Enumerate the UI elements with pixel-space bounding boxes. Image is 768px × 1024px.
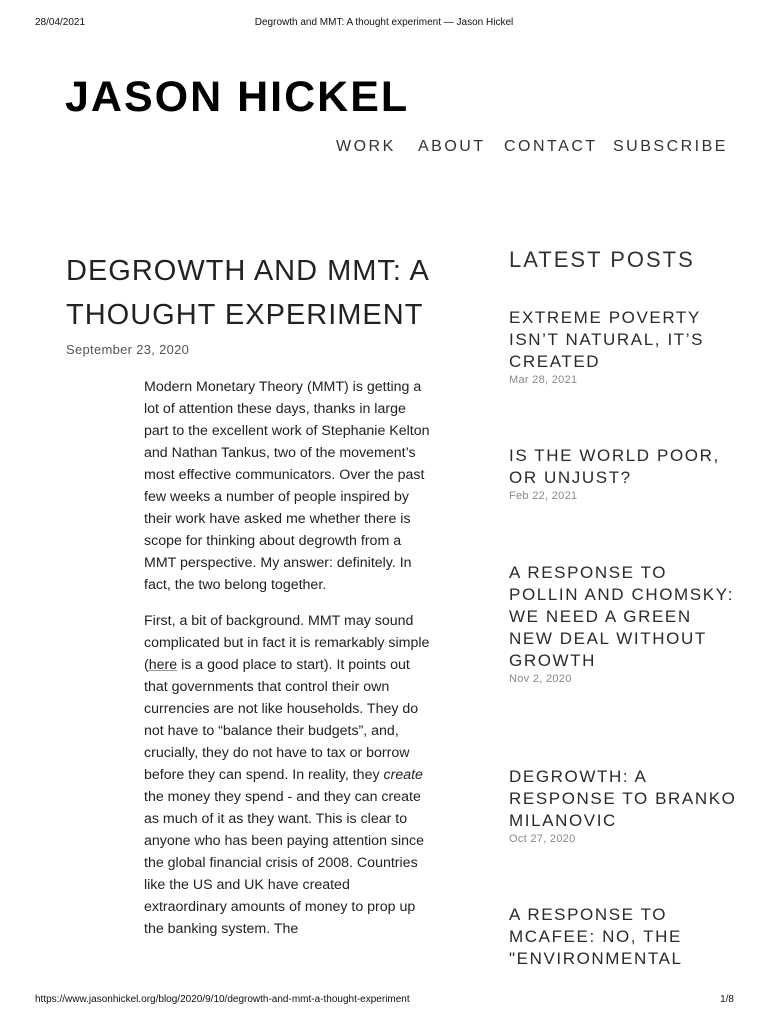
post-title-line1: DEGROWTH AND MMT: A	[66, 255, 430, 287]
latest-post-date: Feb 22, 2021	[509, 490, 578, 502]
latest-post-link[interactable]: IS THE WORLD POOR, OR UNJUST?	[509, 446, 720, 487]
p2-text-c: the money they spend - and they can create as much of it as they want. This is clear to anyone who has been paying attention since the global financial crisis of 2008. Countries like the US and UK have created extraordinary amounts of money to prop up the banking system. The	[144, 789, 425, 937]
p2-emphasis: create	[383, 767, 423, 783]
here-link[interactable]: here	[148, 657, 178, 673]
post-date: September 23, 2020	[66, 342, 190, 357]
latest-posts-heading: LATEST POSTS	[509, 247, 695, 272]
latest-post-link[interactable]: EXTREME POVERTY ISN’T NATURAL, IT’S CREATED	[509, 308, 705, 371]
latest-post-item	[509, 562, 739, 685]
nav-work[interactable]: WORK	[336, 138, 396, 155]
post-body	[144, 376, 434, 986]
latest-post-item	[509, 307, 739, 386]
latest-post-item	[509, 445, 739, 502]
print-url: https://www.jasonhickel.org/blog/2020/9/10/degrowth-and-mmt-a-thought-experiment	[35, 994, 410, 1005]
p2-text-b: is a good place to start). It points out that governments that control their own currencies are not like households. They do not have to “balance their budgets”, and, crucially, they do not have to tax or borrow before they can spend. In reality, they	[144, 657, 419, 783]
print-page-title: Degrowth and MMT: A thought experiment — Jason Hickel	[254, 17, 514, 28]
print-page-number: 1/8	[720, 994, 734, 1005]
latest-post-item	[509, 766, 739, 845]
latest-post-date: Nov 2, 2020	[509, 673, 572, 685]
print-date: 28/04/2021	[35, 17, 86, 28]
post-paragraph-2	[144, 610, 434, 940]
post-paragraph-1: Modern Monetary Theory (MMT) is getting a lot of attention these days, thanks in large part to the excellent work of Stephanie Kelton and Nathan Tankus, two of the movement’s most effective communicators. Over the past few weeks a number of people inspired by their work have asked me whether there is scope for thinking about degrowth from a MMT perspective. My answer: definitely. In fact, the two belong together.	[144, 379, 430, 593]
nav-about[interactable]: ABOUT	[418, 138, 486, 155]
print-header	[0, 17, 768, 31]
latest-post-date: Oct 27, 2020	[509, 833, 576, 845]
latest-post-link[interactable]: A RESPONSE TO POLLIN AND CHOMSKY: WE NEED A GREEN NEW DEAL WITHOUT GROWTH	[509, 563, 735, 670]
print-footer	[0, 994, 768, 1008]
nav-subscribe[interactable]: SUBSCRIBE	[613, 138, 728, 155]
latest-post-link[interactable]: DEGROWTH: A RESPONSE TO BRANKO MILANOVIC	[509, 767, 737, 830]
latest-post-item	[509, 904, 739, 970]
latest-post-link[interactable]: A RESPONSE TO MCAFEE: NO, THE "ENVIRONMENTAL	[509, 905, 683, 968]
site-title[interactable]: JASON HICKEL	[65, 73, 410, 121]
main-nav	[0, 138, 768, 158]
post-title-line2: THOUGHT EXPERIMENT	[66, 299, 424, 331]
latest-post-date: Mar 28, 2021	[509, 374, 578, 386]
nav-contact[interactable]: CONTACT	[504, 138, 598, 155]
post-title	[66, 249, 466, 337]
p2-text-a: First, a bit of background. MMT may sound complicated but in fact it is remarkably simple (	[144, 613, 430, 673]
